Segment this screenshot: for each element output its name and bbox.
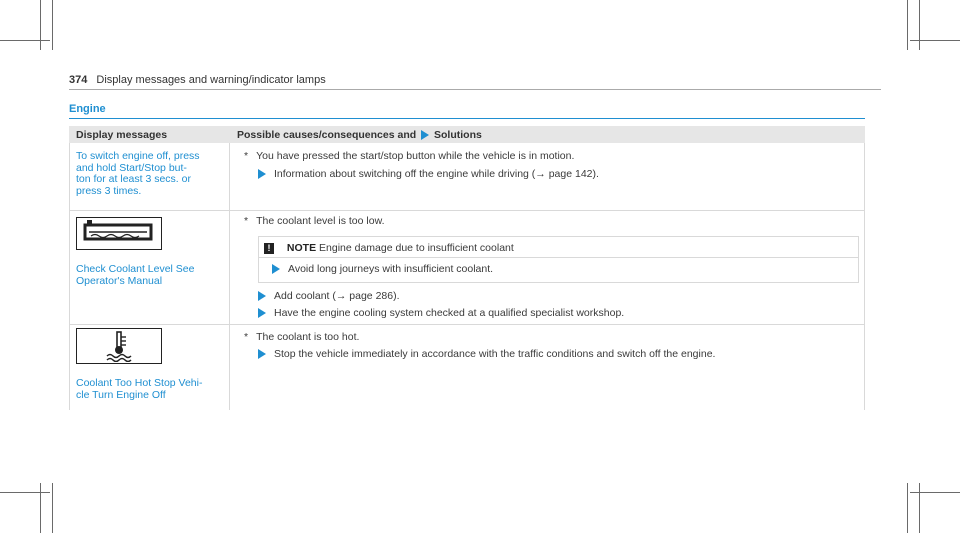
row-divider — [69, 324, 865, 325]
column-header-causes-text: Possible causes/consequences and — [237, 129, 417, 141]
cause-text — [244, 215, 385, 228]
table-left-border — [69, 143, 70, 410]
running-header — [69, 74, 326, 86]
crop-mark — [40, 0, 41, 50]
crop-mark — [52, 0, 53, 50]
solution-text: Have the engine cooling system checked at a qualified specialist workshop. — [274, 307, 625, 319]
solution-text: Information about switching off the engine while driving (→ page 142). — [274, 168, 599, 180]
arrow-icon — [258, 291, 266, 301]
arrow-icon — [258, 169, 266, 179]
note-label: NOTE — [286, 242, 317, 254]
note-solution — [272, 263, 493, 276]
solution-item — [258, 168, 599, 181]
cause-text-value: The coolant is too hot. — [256, 331, 360, 343]
crop-mark — [907, 483, 908, 533]
crop-mark — [0, 492, 50, 493]
crop-mark — [910, 40, 960, 41]
crop-mark — [919, 483, 920, 533]
solution-item — [258, 290, 400, 303]
column-separator — [229, 143, 230, 410]
note-divider — [258, 257, 858, 258]
cause-text-value: You have pressed the start/stop button while the vehicle is in motion. — [256, 150, 575, 162]
coolant-temperature-icon — [76, 328, 162, 364]
solution-text: Stop the vehicle immediately in accordance with the traffic conditions and switch off the engine. — [274, 348, 716, 360]
section-rule — [69, 118, 865, 119]
crop-mark — [40, 483, 41, 533]
warning-icon: ! — [264, 243, 274, 254]
crop-mark — [52, 483, 53, 533]
column-header-causes — [237, 129, 482, 141]
arrow-icon — [258, 349, 266, 359]
crop-mark — [919, 0, 920, 50]
message-check-coolant-level: Check Coolant Level See Operator's Manual — [76, 263, 195, 287]
note-text: Engine damage due to insufficient coolant — [319, 242, 514, 254]
arrow-icon — [258, 308, 266, 318]
note-solution-text: Avoid long journeys with insufficient coolant. — [288, 263, 494, 275]
message-coolant-too-hot: Coolant Too Hot Stop Vehi- cle Turn Engine Off — [76, 377, 203, 401]
column-header-solutions-text: Solutions — [434, 129, 482, 141]
note-heading — [264, 242, 514, 255]
coolant-level-icon — [76, 217, 162, 250]
solution-text: Add coolant (→ page 286). — [274, 290, 400, 302]
arrow-icon — [272, 264, 280, 274]
bullet: * — [244, 331, 249, 343]
crop-mark — [907, 0, 908, 50]
header-title: Display messages and warning/indicator lamps — [96, 74, 326, 86]
column-header-messages: Display messages — [76, 129, 168, 141]
crop-mark — [910, 492, 960, 493]
section-title: Engine — [69, 103, 106, 115]
solution-item — [258, 348, 715, 361]
crop-mark — [0, 40, 50, 41]
bullet: * — [244, 150, 249, 162]
table-header — [69, 126, 865, 143]
cause-text — [244, 331, 359, 344]
cause-text — [244, 150, 574, 163]
table-right-border — [864, 143, 865, 410]
solution-item — [258, 307, 624, 320]
cause-text-value: The coolant level is too low. — [256, 215, 385, 227]
page-number: 374 — [69, 74, 88, 86]
header-rule — [69, 89, 881, 90]
bullet: * — [244, 215, 249, 227]
row-divider — [69, 210, 865, 211]
message-switch-engine-off: To switch engine off, press and hold Start/Stop but- ton for at least 3 secs. or press 3 times. — [76, 150, 200, 197]
arrow-icon — [421, 130, 429, 140]
